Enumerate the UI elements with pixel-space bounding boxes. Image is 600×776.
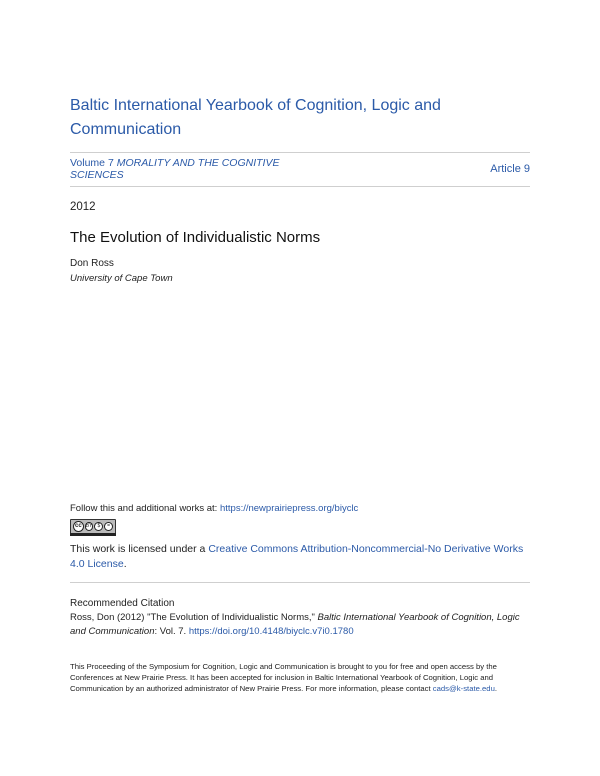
follow-line <box>70 503 358 514</box>
divider-bottom <box>70 186 530 187</box>
cc-icon: cc <box>73 521 84 532</box>
license-statement <box>70 542 530 572</box>
volume-number[interactable]: Volume 7 <box>70 157 114 169</box>
citation-journal: Baltic International Yearbook of Cognition, Logic and Communication <box>70 612 520 637</box>
license-link[interactable]: Creative Commons Attribution-Noncommercial-No Derivative Works 4.0 License <box>70 543 524 570</box>
divider-citation <box>70 582 530 583</box>
citation-text-1: Ross, Don (2012) "The Evolution of Individualistic Norms," <box>70 612 318 623</box>
footer-end: . <box>494 684 497 694</box>
license-prefix: This work is licensed under a <box>70 543 209 555</box>
citation-doi-link[interactable]: https://doi.org/10.4148/biyclc.v7i0.1780 <box>188 626 354 637</box>
cc-license-badge-icon[interactable] <box>70 519 116 534</box>
contact-email-link[interactable]: cads@k-state.edu <box>432 684 495 694</box>
author-affiliation: University of Cape Town <box>70 273 173 284</box>
volume-info[interactable] <box>70 157 330 181</box>
by-icon: BY <box>85 523 93 529</box>
recommended-citation <box>70 611 530 639</box>
nc-icon: $ <box>94 522 103 531</box>
cc-badge-underbar <box>70 533 116 536</box>
footer-notice <box>70 661 530 695</box>
recommended-citation-label: Recommended Citation <box>70 598 175 609</box>
publication-year: 2012 <box>70 201 96 213</box>
article-number[interactable]: Article 9 <box>490 163 530 175</box>
author-name: Don Ross <box>70 258 114 269</box>
journal-title[interactable]: Baltic International Yearbook of Cognition, Logic and Communication <box>70 97 441 138</box>
footer-text: This Proceeding of the Symposium for Cognition, Logic and Communication is brought to you for free and open access by the Conferences at New Prairie Press. It has been accepted for inclusion in Baltic International Yearbook of Cognition, Logic and Communication by an authorized administrator of New Prairie Press. For more information, please contact <box>70 662 497 694</box>
nd-icon: = <box>104 522 113 531</box>
volume-name[interactable]: MORALITY AND THE COGNITIVE SCIENCES <box>70 157 280 181</box>
license-suffix: . <box>123 558 127 570</box>
follow-text: Follow this and additional works at: <box>70 503 220 514</box>
divider-top <box>70 152 530 153</box>
follow-link[interactable]: https://newprairiepress.org/biyclc <box>219 503 359 514</box>
citation-text-2: : Vol. 7. <box>154 626 189 637</box>
article-title: The Evolution of Individualistic Norms <box>70 229 321 246</box>
